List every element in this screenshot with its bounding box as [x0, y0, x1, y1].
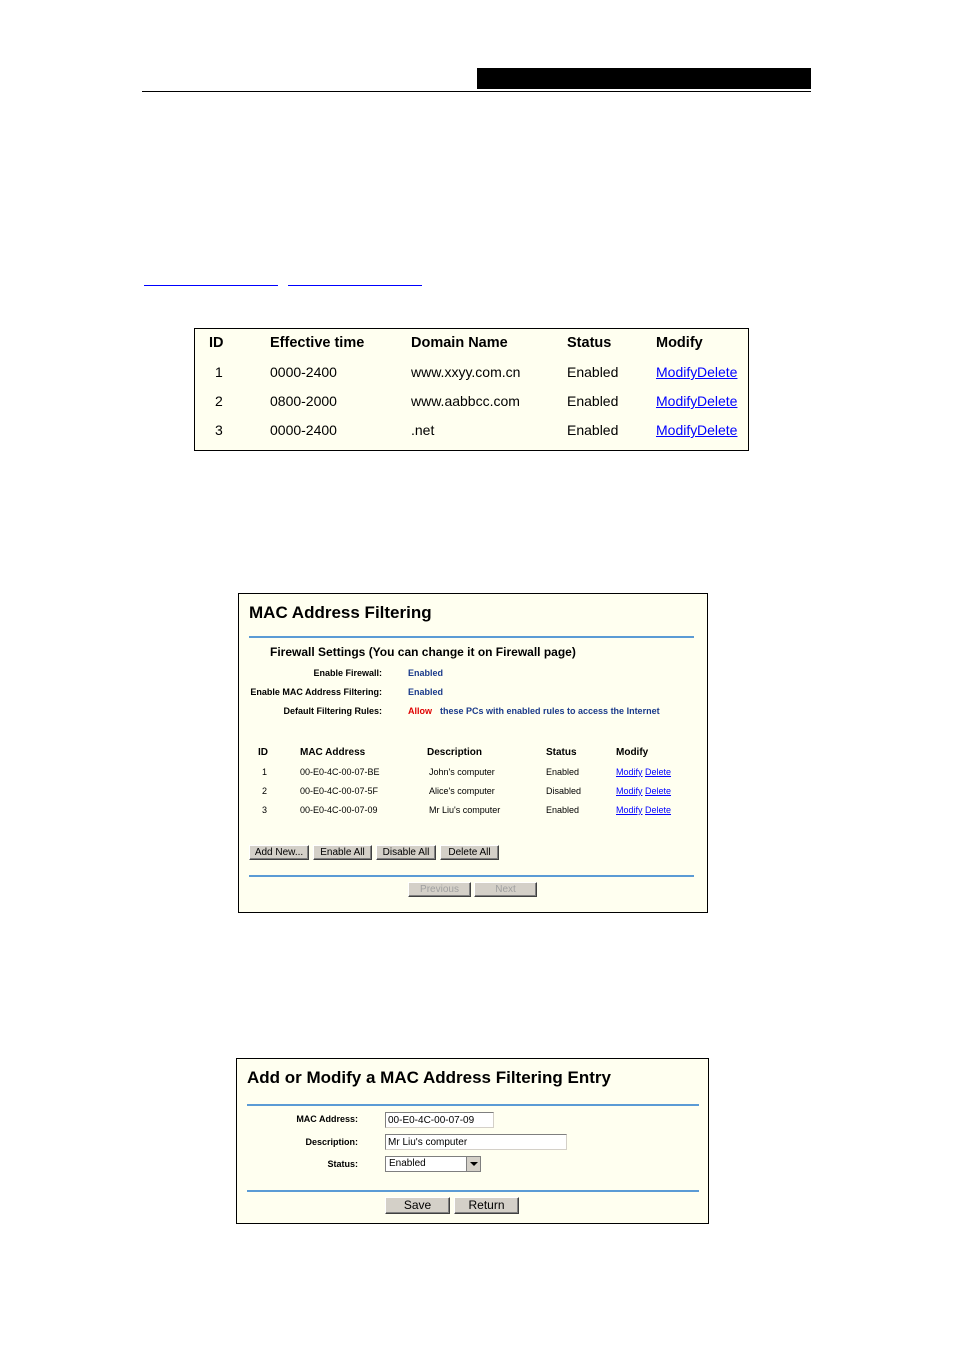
row-mac: 00-E0-4C-00-07-09 — [300, 805, 378, 815]
mac-address-label: MAC Address: — [296, 1114, 358, 1124]
status-select-value: Enabled — [389, 1158, 426, 1169]
col-header-description: Description — [427, 747, 483, 758]
default-rules-text: these PCs with enabled rules to access the Internet — [440, 706, 660, 716]
enable-firewall-label: Enable Firewall: — [313, 668, 382, 678]
col-header-id: ID — [209, 335, 224, 351]
modify-link[interactable]: Modify — [616, 767, 643, 777]
row-status: Enabled — [567, 422, 619, 438]
status-select[interactable] — [385, 1156, 481, 1172]
mac-filtering-panel — [238, 593, 708, 913]
link-underline-1[interactable] — [144, 285, 278, 286]
header-bar — [477, 68, 811, 89]
default-rules-allow: Allow — [408, 706, 432, 716]
page-title: Add or Modify a MAC Address Filtering Entry — [247, 1068, 611, 1087]
row-domain: .net — [411, 422, 435, 438]
col-header-time: Effective time — [270, 335, 365, 351]
row-description: John's computer — [429, 767, 495, 777]
previous-button[interactable]: Previous — [408, 882, 471, 897]
divider — [249, 636, 694, 638]
row-time: 0000-2400 — [270, 422, 337, 438]
description-input[interactable] — [385, 1134, 567, 1150]
col-header-id: ID — [258, 747, 268, 758]
row-id: 2 — [262, 786, 268, 796]
enable-mac-filter-value: Enabled — [408, 687, 444, 697]
delete-link[interactable]: Delete — [697, 393, 738, 409]
row-time: 0000-2400 — [270, 364, 337, 380]
divider — [247, 1104, 699, 1106]
chevron-down-icon[interactable] — [466, 1157, 480, 1171]
row-id: 1 — [262, 767, 268, 777]
divider — [249, 875, 694, 877]
save-button[interactable]: Save — [385, 1197, 450, 1214]
row-id: 2 — [215, 393, 223, 409]
col-header-mac: MAC Address — [300, 747, 366, 758]
row-status: Disabled — [546, 786, 582, 796]
col-header-status: Status — [567, 335, 612, 351]
col-header-modify: Modify — [656, 335, 703, 351]
row-mac: 00-E0-4C-00-07-5F — [300, 786, 379, 796]
row-description: Alice's computer — [429, 786, 495, 796]
divider — [247, 1190, 699, 1192]
row-mac: 00-E0-4C-00-07-BE — [300, 767, 380, 777]
row-status: Enabled — [567, 393, 619, 409]
link-underline-2[interactable] — [288, 285, 422, 286]
modify-link[interactable]: Modify — [656, 422, 698, 438]
firewall-heading: Firewall Settings (You can change it on Firewall page) — [270, 645, 576, 659]
add-new-button[interactable]: Add New... — [249, 845, 309, 860]
modify-link[interactable]: Modify — [656, 364, 698, 380]
delete-link[interactable]: Delete — [697, 422, 738, 438]
header-rule — [142, 91, 811, 92]
row-status: Enabled — [567, 364, 619, 380]
row-description: Mr Liu's computer — [429, 805, 501, 815]
row-time: 0800-2000 — [270, 393, 337, 409]
row-domain: www.xxyy.com.cn — [411, 364, 521, 380]
row-domain: www.aabbcc.com — [411, 393, 520, 409]
col-header-modify: Modify — [616, 747, 649, 758]
delete-link[interactable]: Delete — [645, 767, 672, 777]
enable-firewall-value: Enabled — [408, 668, 444, 678]
row-id: 1 — [215, 364, 223, 380]
description-label: Description: — [305, 1137, 358, 1147]
delete-all-button[interactable]: Delete All — [440, 845, 499, 860]
col-header-status: Status — [546, 747, 577, 758]
delete-link[interactable]: Delete — [645, 805, 672, 815]
next-button[interactable]: Next — [474, 882, 537, 897]
return-button[interactable]: Return — [454, 1197, 519, 1214]
modify-link[interactable]: Modify — [616, 786, 643, 796]
row-id: 3 — [215, 422, 223, 438]
disable-all-button[interactable]: Disable All — [376, 845, 436, 860]
row-status: Enabled — [546, 767, 580, 777]
status-label: Status: — [327, 1159, 358, 1169]
delete-link[interactable]: Delete — [645, 786, 672, 796]
domain-filter-table — [194, 328, 749, 451]
row-id: 3 — [262, 805, 268, 815]
delete-link[interactable]: Delete — [697, 364, 738, 380]
mac-entry-panel — [236, 1058, 709, 1224]
mac-address-input[interactable] — [385, 1112, 494, 1128]
modify-link[interactable]: Modify — [656, 393, 698, 409]
page-title: MAC Address Filtering — [249, 603, 432, 622]
default-rules-label: Default Filtering Rules: — [283, 706, 382, 716]
col-header-domain: Domain Name — [411, 335, 508, 351]
modify-link[interactable]: Modify — [616, 805, 643, 815]
enable-all-button[interactable]: Enable All — [313, 845, 372, 860]
row-status: Enabled — [546, 805, 580, 815]
enable-mac-filter-label: Enable MAC Address Filtering: — [250, 687, 382, 697]
